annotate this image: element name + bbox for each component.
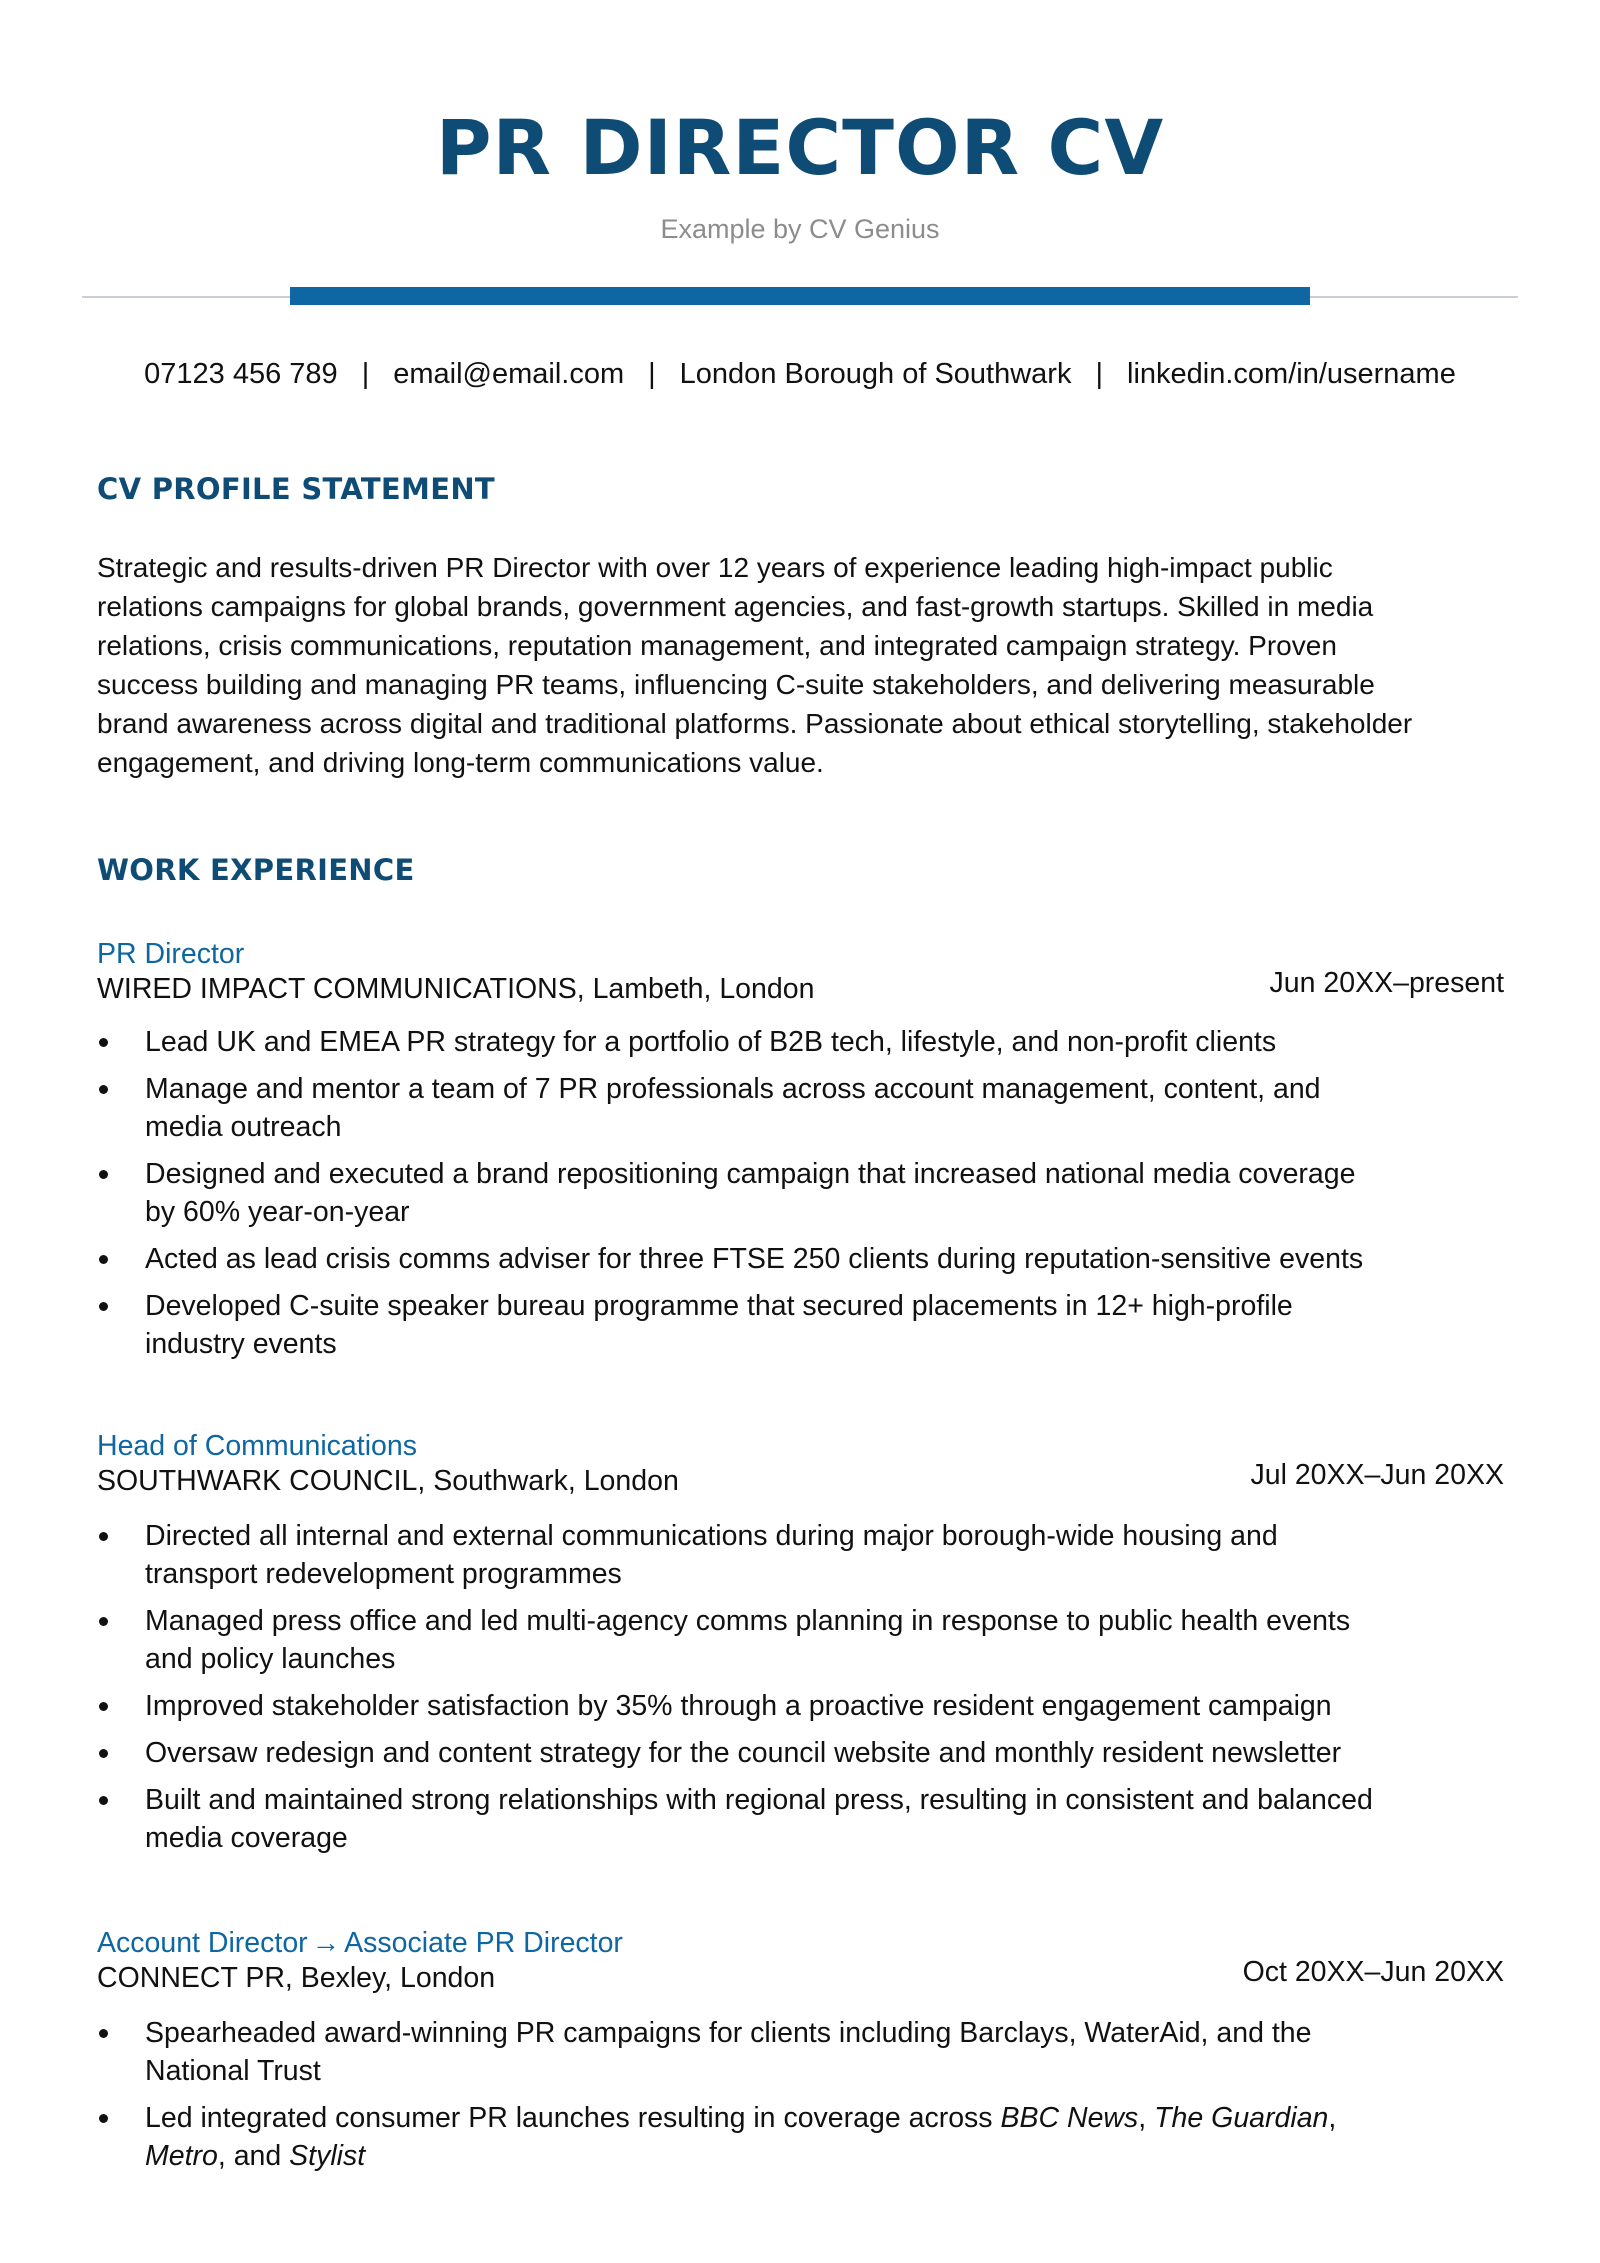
- arrow-right-icon: →: [311, 1927, 341, 1959]
- profile-line: Strategic and results-driven PR Director with over 12 years of experience leading high-impact public: [97, 552, 1333, 583]
- bullet-text: industry events: [145, 1328, 337, 1360]
- contact-phone: 07123 456 789: [144, 358, 338, 390]
- bullet-item: [97, 1023, 1505, 1061]
- bullet-item: [97, 1287, 1505, 1363]
- bullet-text: Developed C-suite speaker bureau programme that secured placements in 12+ high-profile: [145, 1290, 1293, 1322]
- contact-line: [0, 358, 1600, 391]
- job-entry: [97, 937, 1504, 1363]
- bullet-dot: [99, 2029, 108, 2038]
- bullet-text: by 60% year-on-year: [145, 1196, 410, 1228]
- page-title: PR DIRECTOR CV: [435, 103, 1165, 192]
- contact-separator: |: [361, 358, 370, 390]
- bullet-dot: [99, 1532, 108, 1541]
- bullet-text-fragment: Led integrated consumer PR launches resulting in coverage across: [145, 2102, 1001, 2134]
- bullet-text-fragment: ,: [1138, 2102, 1155, 2134]
- bullet-item: [97, 1687, 1505, 1725]
- profile-line: relations, crisis communications, reputation management, and integrated campaign strategy. Proven: [97, 630, 1337, 661]
- profile-line: brand awareness across digital and traditional platforms. Passionate about ethical storytelling, stakeholder: [97, 708, 1413, 739]
- bullet-text: Improved stakeholder satisfaction by 35% through a proactive resident engagement campaign: [145, 1690, 1332, 1722]
- profile-line: engagement, and driving long-term communications value.: [97, 747, 824, 778]
- bullet-item: [97, 1734, 1505, 1772]
- job-title: Head of Communications: [97, 1430, 417, 1462]
- contact-linkedin[interactable]: linkedin.com/in/username: [1127, 358, 1456, 390]
- bullet-item: [97, 1781, 1505, 1857]
- bullet-dot: [99, 1702, 108, 1711]
- bullet-text: Managed press office and led multi-agency comms planning in response to public health events: [145, 1605, 1351, 1637]
- profile-line: relations campaigns for global brands, government agencies, and fast-growth startups. Skilled in media: [97, 591, 1374, 622]
- media-outlet: The Guardian: [1154, 2102, 1329, 2134]
- job-dates: Jun 20XX–present: [1269, 967, 1504, 999]
- bullet-text: Lead UK and EMEA PR strategy for a portfolio of B2B tech, lifestyle, and non-profit clients: [145, 1026, 1277, 1058]
- work-experience-heading: WORK EXPERIENCE: [97, 853, 415, 887]
- bullet-text-fragment: , and: [217, 2140, 290, 2172]
- bullet-item: [97, 1155, 1505, 1231]
- media-outlet: BBC News: [1000, 2102, 1139, 2134]
- bullet-text: Acted as lead crisis comms adviser for three FTSE 250 clients during reputation-sensitive events: [145, 1243, 1364, 1275]
- contact-separator: |: [1095, 358, 1104, 390]
- bullet-dot: [99, 1749, 108, 1758]
- bullet-dot: [99, 1796, 108, 1805]
- job-employer: CONNECT PR, Bexley, London: [97, 1962, 496, 1994]
- bullet-text: media coverage: [145, 1822, 348, 1854]
- profile-heading: CV PROFILE STATEMENT: [97, 472, 495, 506]
- media-outlet: Metro: [145, 2140, 218, 2172]
- bullet-text: media outreach: [145, 1111, 342, 1143]
- bullet-text-fragment: ,: [1328, 2102, 1337, 2134]
- bullet-dot: [99, 1170, 108, 1179]
- bullet-text: transport redevelopment programmes: [145, 1558, 622, 1590]
- job-entry: [97, 1429, 1504, 1857]
- bullet-item: [97, 2014, 1505, 2090]
- contact-separator: |: [648, 358, 656, 390]
- bullet-dot: [99, 1255, 108, 1264]
- bullet-dot: [99, 1038, 108, 1047]
- bullet-text: and policy launches: [145, 1643, 396, 1675]
- bullet-text: Spearheaded award-winning PR campaigns for clients including Barclays, WaterAid, and the: [145, 2017, 1312, 2049]
- bullet-item: [97, 2099, 1505, 2175]
- bullet-text: Manage and mentor a team of 7 PR professionals across account management, content, and: [145, 1073, 1321, 1105]
- bullet-text: Designed and executed a brand repositioning campaign that increased national media coverage: [145, 1158, 1356, 1190]
- contact-email[interactable]: email@email.com: [393, 358, 625, 390]
- job-employer: SOUTHWARK COUNCIL, Southwark, London: [97, 1465, 679, 1497]
- header-divider-accent: [290, 287, 1310, 305]
- bullet-dot: [99, 1085, 108, 1094]
- bullet-text: Directed all internal and external communications during major borough-wide housing and: [145, 1520, 1278, 1552]
- bullet-item: [97, 1517, 1505, 1593]
- bullet-item: [97, 1070, 1505, 1146]
- bullet-dot: [99, 1302, 108, 1311]
- job-title: PR Director: [97, 938, 245, 970]
- profile-line: success building and managing PR teams, influencing C-suite stakeholders, and delivering measurable: [97, 669, 1375, 700]
- bullet-item: [97, 1602, 1505, 1678]
- bullet-text: Built and maintained strong relationships with regional press, resulting in consistent and balanced: [145, 1784, 1373, 1816]
- profile-statement: [97, 548, 1517, 782]
- bullet-item: [97, 1240, 1505, 1278]
- page-subtitle: Example by CV Genius: [660, 214, 940, 244]
- job-entry: [97, 1926, 1504, 2175]
- bullet-text: [145, 2099, 1505, 2137]
- job-dates: Jul 20XX–Jun 20XX: [1250, 1459, 1504, 1491]
- job-dates: Oct 20XX–Jun 20XX: [1242, 1956, 1504, 1988]
- job-bullets: [97, 2014, 1504, 2175]
- job-title-to: Associate PR Director: [344, 1927, 623, 1959]
- bullet-text: [145, 2137, 1505, 2175]
- contact-location: London Borough of Southwark: [679, 358, 1072, 390]
- job-title-from: Account Director: [97, 1927, 308, 1959]
- job-employer: WIRED IMPACT COMMUNICATIONS, Lambeth, London: [97, 973, 815, 1005]
- bullet-text: National Trust: [145, 2055, 321, 2087]
- job-bullets: [97, 1023, 1504, 1363]
- bullet-text: Oversaw redesign and content strategy for the council website and monthly resident newsletter: [145, 1737, 1342, 1769]
- bullet-dot: [99, 2114, 108, 2123]
- job-bullets: [97, 1517, 1504, 1857]
- media-outlet: Stylist: [289, 2140, 366, 2172]
- bullet-dot: [99, 1617, 108, 1626]
